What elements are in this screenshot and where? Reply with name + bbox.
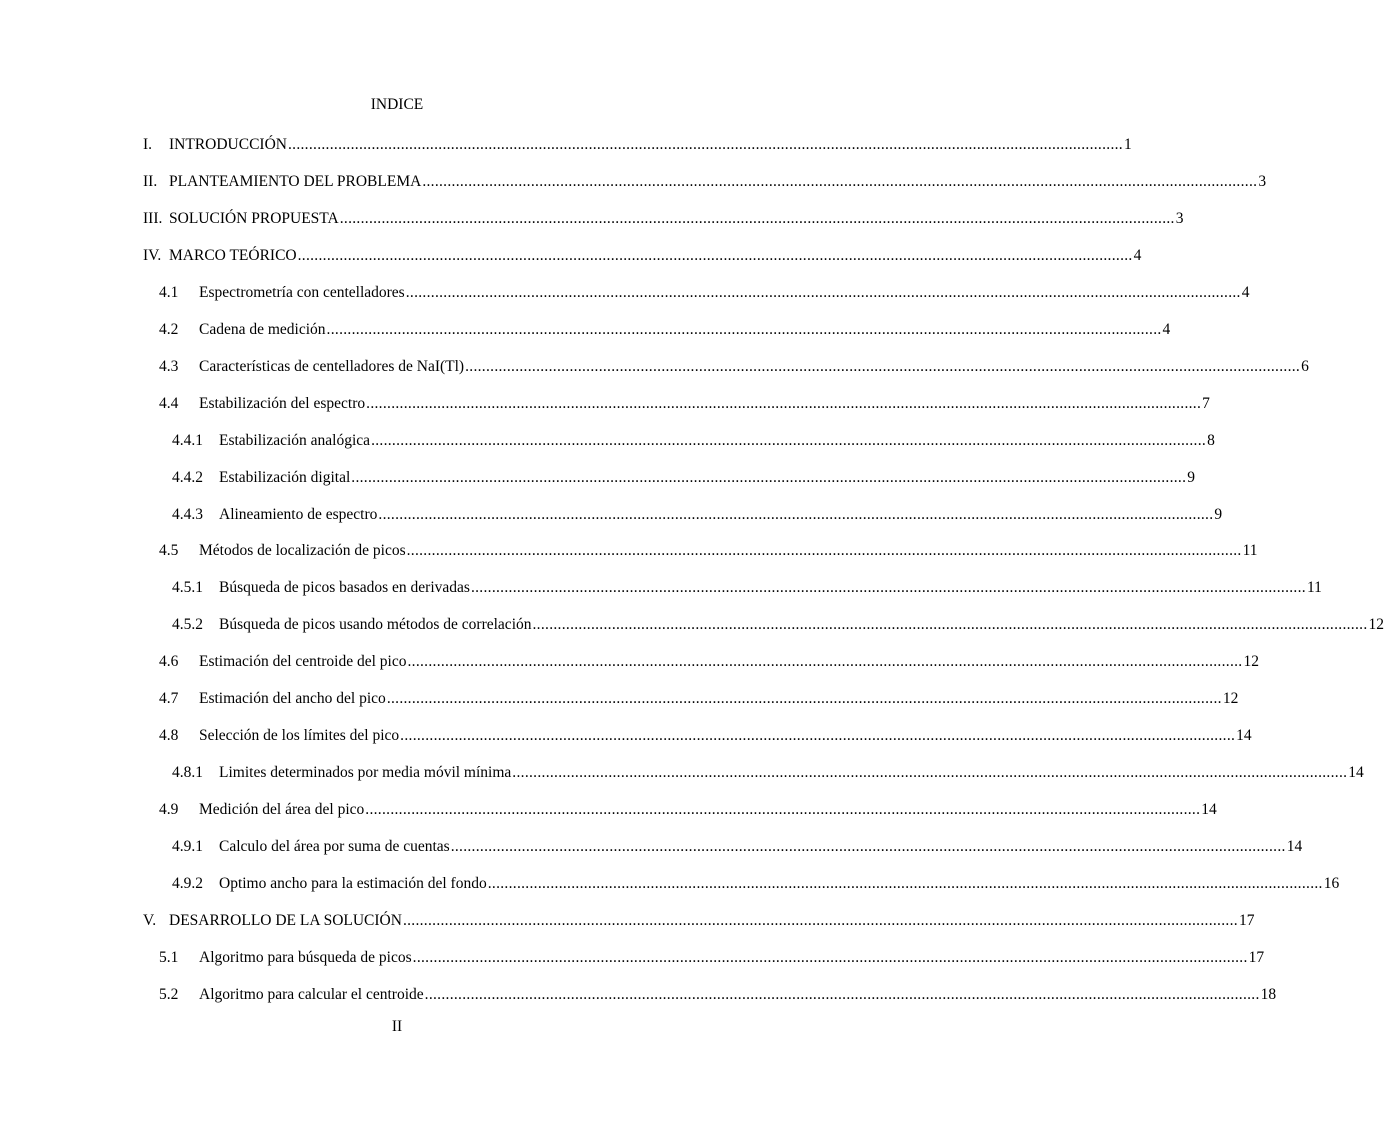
toc-entry-number: III. bbox=[143, 210, 163, 227]
toc-dot-leader: ........................................................................................................................................................................................................ bbox=[366, 395, 1202, 412]
toc-entry-label: Estimación del ancho del pico bbox=[199, 690, 386, 707]
toc-entry-label: Calculo del área por suma de cuentas bbox=[219, 838, 450, 855]
toc-entry-number: 4.4.3 bbox=[172, 506, 203, 523]
toc-entry-page: 17 bbox=[1238, 912, 1255, 929]
toc-entry[interactable] bbox=[159, 283, 1250, 303]
toc-entry-label: Selección de los límites del pico bbox=[199, 727, 400, 744]
toc-entry-page: 14 bbox=[1201, 801, 1217, 818]
toc-entry[interactable] bbox=[143, 172, 1267, 192]
toc-entry[interactable] bbox=[143, 246, 1142, 266]
toc-dot-leader: ........................................................................................................................................................................................................ bbox=[365, 801, 1201, 818]
toc-entry-number: 4.2 bbox=[159, 321, 179, 338]
toc-entry-label: Estimación del centroide del pico bbox=[199, 653, 407, 670]
toc-entry-number: 4.5 bbox=[159, 542, 179, 559]
toc-entry[interactable] bbox=[172, 578, 1322, 598]
toc-entry[interactable] bbox=[159, 320, 1171, 340]
toc-entry-label: Estabilización digital bbox=[219, 469, 351, 486]
toc-entry-number: 4.4.2 bbox=[172, 469, 203, 486]
toc-entry-label: Alineamiento de espectro bbox=[219, 506, 378, 523]
toc-dot-leader: ........................................................................................................................................................................................................ bbox=[402, 912, 1238, 929]
toc-entry-page: 11 bbox=[1242, 542, 1258, 559]
toc-entry[interactable] bbox=[159, 652, 1259, 672]
toc-dot-leader: ........................................................................................................................................................................................................ bbox=[470, 579, 1306, 596]
toc-entry[interactable] bbox=[159, 726, 1252, 746]
toc-entry-label: Algoritmo para búsqueda de picos bbox=[199, 949, 412, 966]
toc-entry-label: Optimo ancho para la estimación del fondo bbox=[219, 875, 487, 892]
toc-entry-number: 4.9.2 bbox=[172, 875, 203, 892]
toc-entry-page: 7 bbox=[1202, 395, 1210, 412]
toc-entry-label: Métodos de localización de picos bbox=[199, 542, 406, 559]
toc-entry-number: I. bbox=[143, 136, 153, 153]
toc-entry-page: 12 bbox=[1222, 690, 1239, 707]
toc-entry[interactable] bbox=[159, 394, 1210, 414]
toc-entry-page: 14 bbox=[1348, 764, 1364, 781]
toc-entry-number: 4.1 bbox=[159, 284, 179, 301]
toc-entry-label: INTRODUCCIÓN bbox=[169, 136, 287, 153]
toc-entry[interactable] bbox=[159, 357, 1309, 377]
toc-entry-label: Cadena de medición bbox=[199, 321, 326, 338]
toc-entry-number: II. bbox=[143, 173, 158, 190]
toc-entry[interactable] bbox=[172, 468, 1196, 488]
toc-entry-page: 1 bbox=[1123, 136, 1132, 153]
toc-dot-leader: ........................................................................................................................................................................................................ bbox=[326, 321, 1162, 338]
toc-entry-page: 11 bbox=[1306, 579, 1322, 596]
toc-entry-page: 6 bbox=[1301, 358, 1309, 375]
toc-entry-label: Estabilización analógica bbox=[219, 432, 371, 449]
toc-entry-number: 4.9 bbox=[159, 801, 179, 818]
toc-entry-number: 4.4.1 bbox=[172, 432, 203, 449]
toc-entry[interactable] bbox=[143, 209, 1184, 229]
toc-entry[interactable] bbox=[172, 615, 1384, 635]
toc-dot-leader: ........................................................................................................................................................................................................ bbox=[400, 727, 1236, 744]
toc-entry-page: 18 bbox=[1260, 986, 1277, 1003]
toc-entry-label: Estabilización del espectro bbox=[199, 395, 366, 412]
toc-entry-number: 4.3 bbox=[159, 358, 179, 375]
toc-entry-page: 14 bbox=[1236, 727, 1252, 744]
toc-dot-leader: ........................................................................................................................................................................................................ bbox=[405, 284, 1241, 301]
toc-entry[interactable] bbox=[159, 541, 1258, 561]
toc-dot-leader: ........................................................................................................................................................................................................ bbox=[351, 469, 1187, 486]
toc-entry-label: Medición del área del pico bbox=[199, 801, 365, 818]
toc-dot-leader: ........................................................................................................................................................................................................ bbox=[450, 838, 1286, 855]
toc-entry-label: PLANTEAMIENTO DEL PROBLEMA bbox=[169, 173, 422, 190]
toc-entry-page: 3 bbox=[1258, 173, 1267, 190]
page-title: INDICE bbox=[370, 96, 424, 113]
toc-entry-page: 9 bbox=[1214, 506, 1223, 523]
toc-dot-leader: ........................................................................................................................................................................................................ bbox=[371, 432, 1207, 449]
toc-entry-number: V. bbox=[143, 912, 157, 929]
toc-entry-number: 5.2 bbox=[159, 986, 179, 1003]
toc-entry-number: 4.8 bbox=[159, 727, 179, 744]
toc-dot-leader: ........................................................................................................................................................................................................ bbox=[386, 690, 1222, 707]
toc-entry[interactable] bbox=[172, 837, 1303, 857]
toc-dot-leader: ........................................................................................................................................................................................................ bbox=[512, 764, 1348, 781]
toc-entry-page: 14 bbox=[1286, 838, 1303, 855]
toc-entry-page: 12 bbox=[1243, 653, 1259, 670]
toc-dot-leader: ........................................................................................................................................................................................................ bbox=[412, 949, 1248, 966]
toc-dot-leader: ........................................................................................................................................................................................................ bbox=[422, 173, 1258, 190]
toc-entry[interactable] bbox=[143, 135, 1132, 155]
toc-entry-page: 8 bbox=[1207, 432, 1215, 449]
toc-entry-number: 4.9.1 bbox=[172, 838, 203, 855]
toc-entry[interactable] bbox=[172, 763, 1364, 783]
toc-entry-number: IV. bbox=[143, 247, 162, 264]
toc-dot-leader: ........................................................................................................................................................................................................ bbox=[532, 616, 1368, 633]
toc-entry-label: Búsqueda de picos usando métodos de correlación bbox=[219, 616, 532, 633]
toc-entry[interactable] bbox=[159, 985, 1277, 1005]
toc-entry-page: 3 bbox=[1175, 210, 1184, 227]
toc-entry-number: 4.6 bbox=[159, 653, 179, 670]
toc-entry-label: DESARROLLO DE LA SOLUCIÓN bbox=[169, 912, 402, 929]
toc-entry-label: SOLUCIÓN PROPUESTA bbox=[169, 210, 339, 227]
toc-entry-label: MARCO TEÓRICO bbox=[169, 247, 297, 264]
toc-entry-number: 4.8.1 bbox=[172, 764, 203, 781]
toc-entry[interactable] bbox=[159, 800, 1217, 820]
toc-entry-page: 9 bbox=[1187, 469, 1196, 486]
toc-entry[interactable] bbox=[172, 874, 1340, 894]
toc-entry-label: Espectrometría con centelladores bbox=[199, 284, 405, 301]
toc-dot-leader: ........................................................................................................................................................................................................ bbox=[487, 875, 1323, 892]
toc-entry-label: Limites determinados por media móvil mínima bbox=[219, 764, 512, 781]
toc-entry-page: 12 bbox=[1368, 616, 1384, 633]
toc-entry-page: 4 bbox=[1133, 247, 1142, 264]
toc-dot-leader: ........................................................................................................................................................................................................ bbox=[424, 986, 1260, 1003]
toc-entry-number: 5.1 bbox=[159, 949, 179, 966]
toc-entry-label: Características de centelladores de NaI(Tl) bbox=[199, 358, 465, 375]
toc-entry-page: 16 bbox=[1323, 875, 1340, 892]
toc-entry[interactable] bbox=[172, 505, 1223, 525]
toc-entry-number: 4.7 bbox=[159, 690, 179, 707]
toc-dot-leader: ........................................................................................................................................................................................................ bbox=[287, 136, 1123, 153]
toc-dot-leader: ........................................................................................................................................................................................................ bbox=[465, 358, 1301, 375]
toc-dot-leader: ........................................................................................................................................................................................................ bbox=[407, 653, 1243, 670]
toc-entry[interactable] bbox=[159, 689, 1239, 709]
toc-entry[interactable] bbox=[172, 431, 1215, 451]
toc-entry-number: 4.5.2 bbox=[172, 616, 203, 633]
toc-entry[interactable] bbox=[159, 948, 1265, 968]
toc-entry-page: 4 bbox=[1241, 284, 1250, 301]
toc-dot-leader: ........................................................................................................................................................................................................ bbox=[297, 247, 1133, 264]
toc-entry-label: Algoritmo para calcular el centroide bbox=[199, 986, 424, 1003]
toc-entry-page: 17 bbox=[1248, 949, 1265, 966]
toc-dot-leader: ........................................................................................................................................................................................................ bbox=[406, 542, 1242, 559]
toc-dot-leader: ........................................................................................................................................................................................................ bbox=[339, 210, 1175, 227]
page-number: II bbox=[391, 1018, 403, 1035]
toc-entry-page: 4 bbox=[1162, 321, 1171, 338]
toc-dot-leader: ........................................................................................................................................................................................................ bbox=[378, 506, 1214, 523]
toc-entry-number: 4.4 bbox=[159, 395, 179, 412]
toc-entry-number: 4.5.1 bbox=[172, 579, 203, 596]
toc-entry-label: Búsqueda de picos basados en derivadas bbox=[219, 579, 470, 596]
toc-entry[interactable] bbox=[143, 911, 1255, 931]
